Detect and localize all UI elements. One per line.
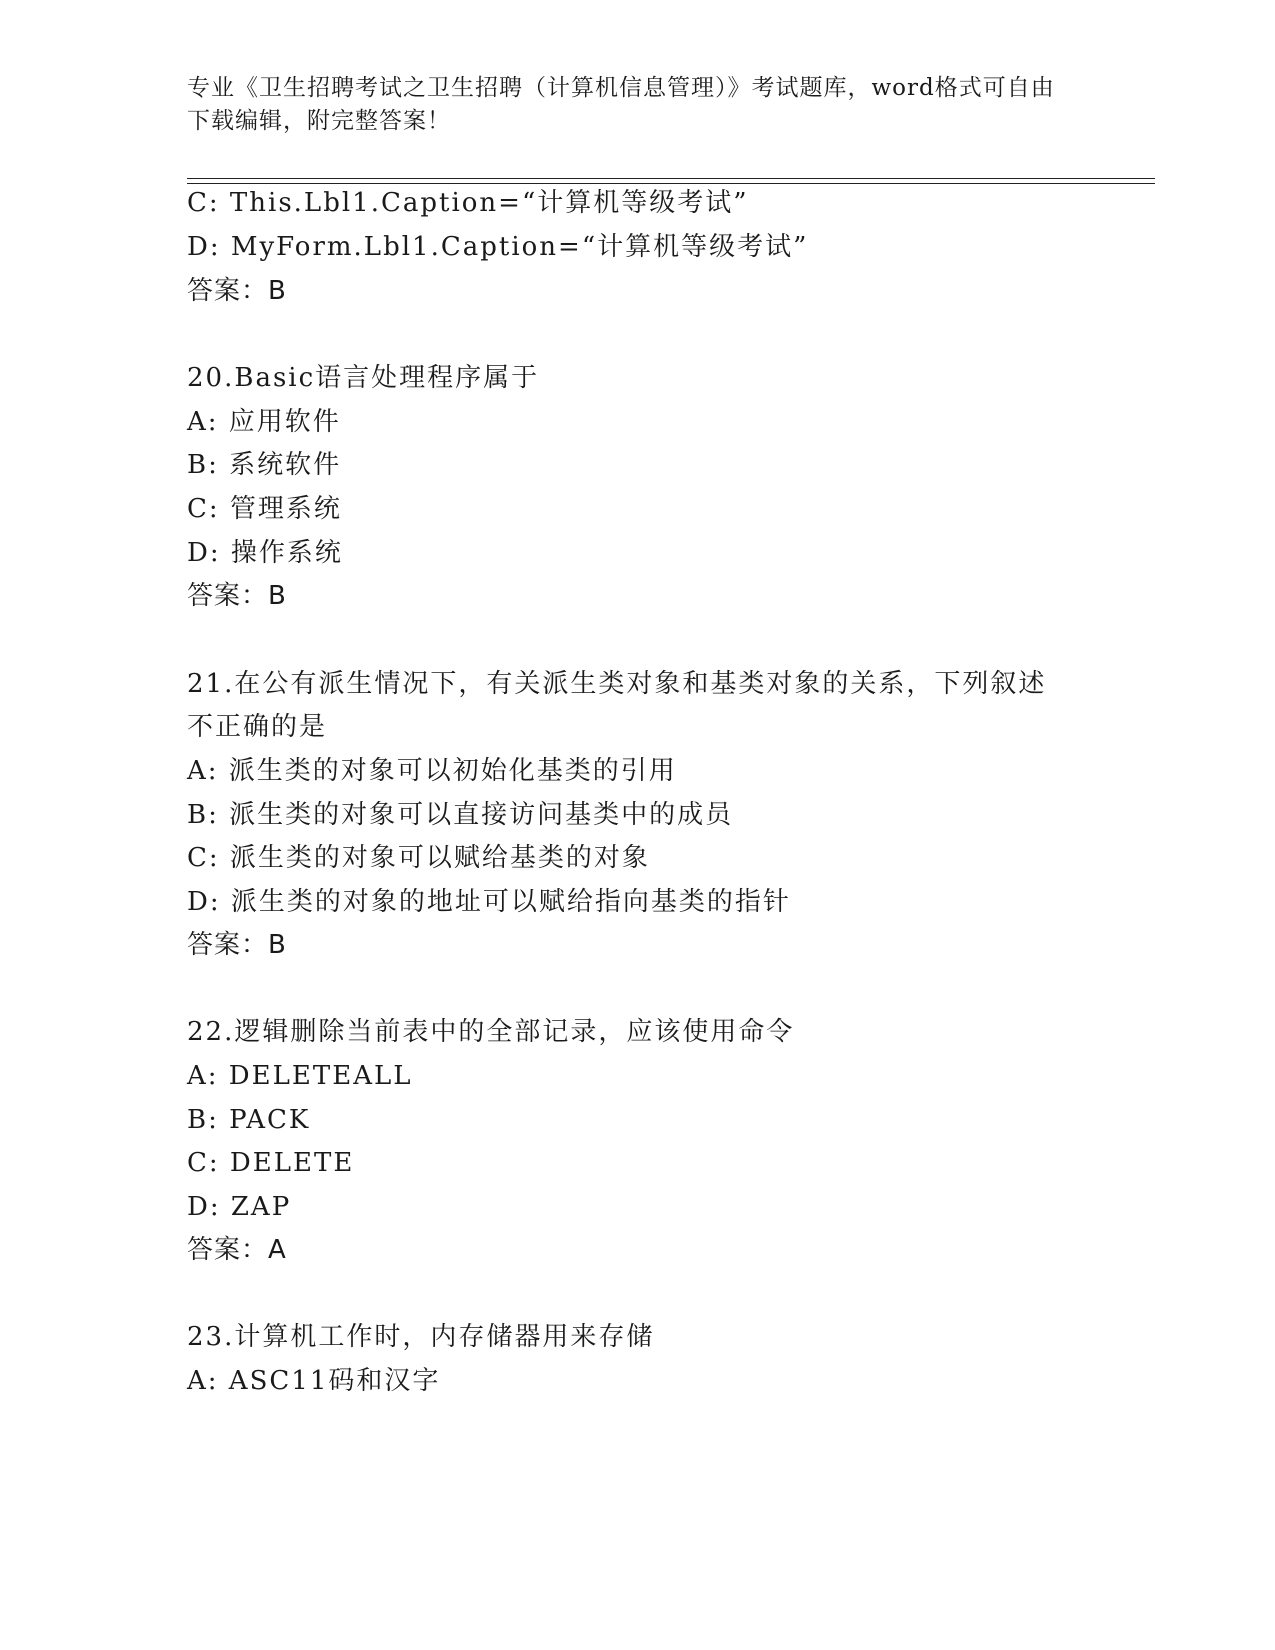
q19-option-d: D: MyForm.Lbl1.Caption=“计算机等级考试” [187, 232, 809, 262]
q22-option-a: A: DELETEALL [187, 1061, 413, 1091]
q21-question-line2: 不正确的是 [187, 712, 328, 742]
q20-question: 20.Basic语言处理程序属于 [187, 363, 540, 393]
q21-answer: 答案：B [187, 930, 287, 960]
header-divider-top [187, 178, 1155, 179]
q23-question: 23.计算机工作时，内存储器用来存储 [187, 1322, 655, 1352]
q22-answer: 答案：A [187, 1235, 287, 1265]
q22-option-c: C: DELETE [187, 1148, 355, 1178]
q22-option-d: D: ZAP [187, 1192, 292, 1222]
q19-option-c: C: This.Lbl1.Caption=“计算机等级考试” [187, 188, 749, 218]
q20-option-a: A: 应用软件 [187, 407, 341, 437]
q22-question: 22.逻辑删除当前表中的全部记录，应该使用命令 [187, 1017, 795, 1047]
q20-option-b: B: 系统软件 [187, 450, 342, 480]
q20-answer: 答案：B [187, 581, 287, 611]
q19-answer: 答案：B [187, 276, 287, 306]
q21-option-d: D: 派生类的对象的地址可以赋给指向基类的指针 [187, 887, 791, 917]
document-header: 专业《卫生招聘考试之卫生招聘（计算机信息管理）》考试题库，word格式可自由下载编辑，附完整答案！ [187, 75, 1055, 134]
q21-question-line1: 21.在公有派生情况下，有关派生类对象和基类对象的关系，下列叙述 [187, 669, 1047, 699]
header-divider-bottom [187, 183, 1155, 184]
q20-option-d: D: 操作系统 [187, 538, 343, 568]
q22-option-b: B: PACK [187, 1105, 311, 1135]
q21-option-b: B: 派生类的对象可以直接访问基类中的成员 [187, 800, 734, 830]
q20-option-c: C: 管理系统 [187, 494, 342, 524]
q21-option-c: C: 派生类的对象可以赋给基类的对象 [187, 843, 650, 873]
q21-option-a: A: 派生类的对象可以初始化基类的引用 [187, 756, 677, 786]
q23-option-a: A: ASC11码和汉字 [187, 1366, 441, 1396]
